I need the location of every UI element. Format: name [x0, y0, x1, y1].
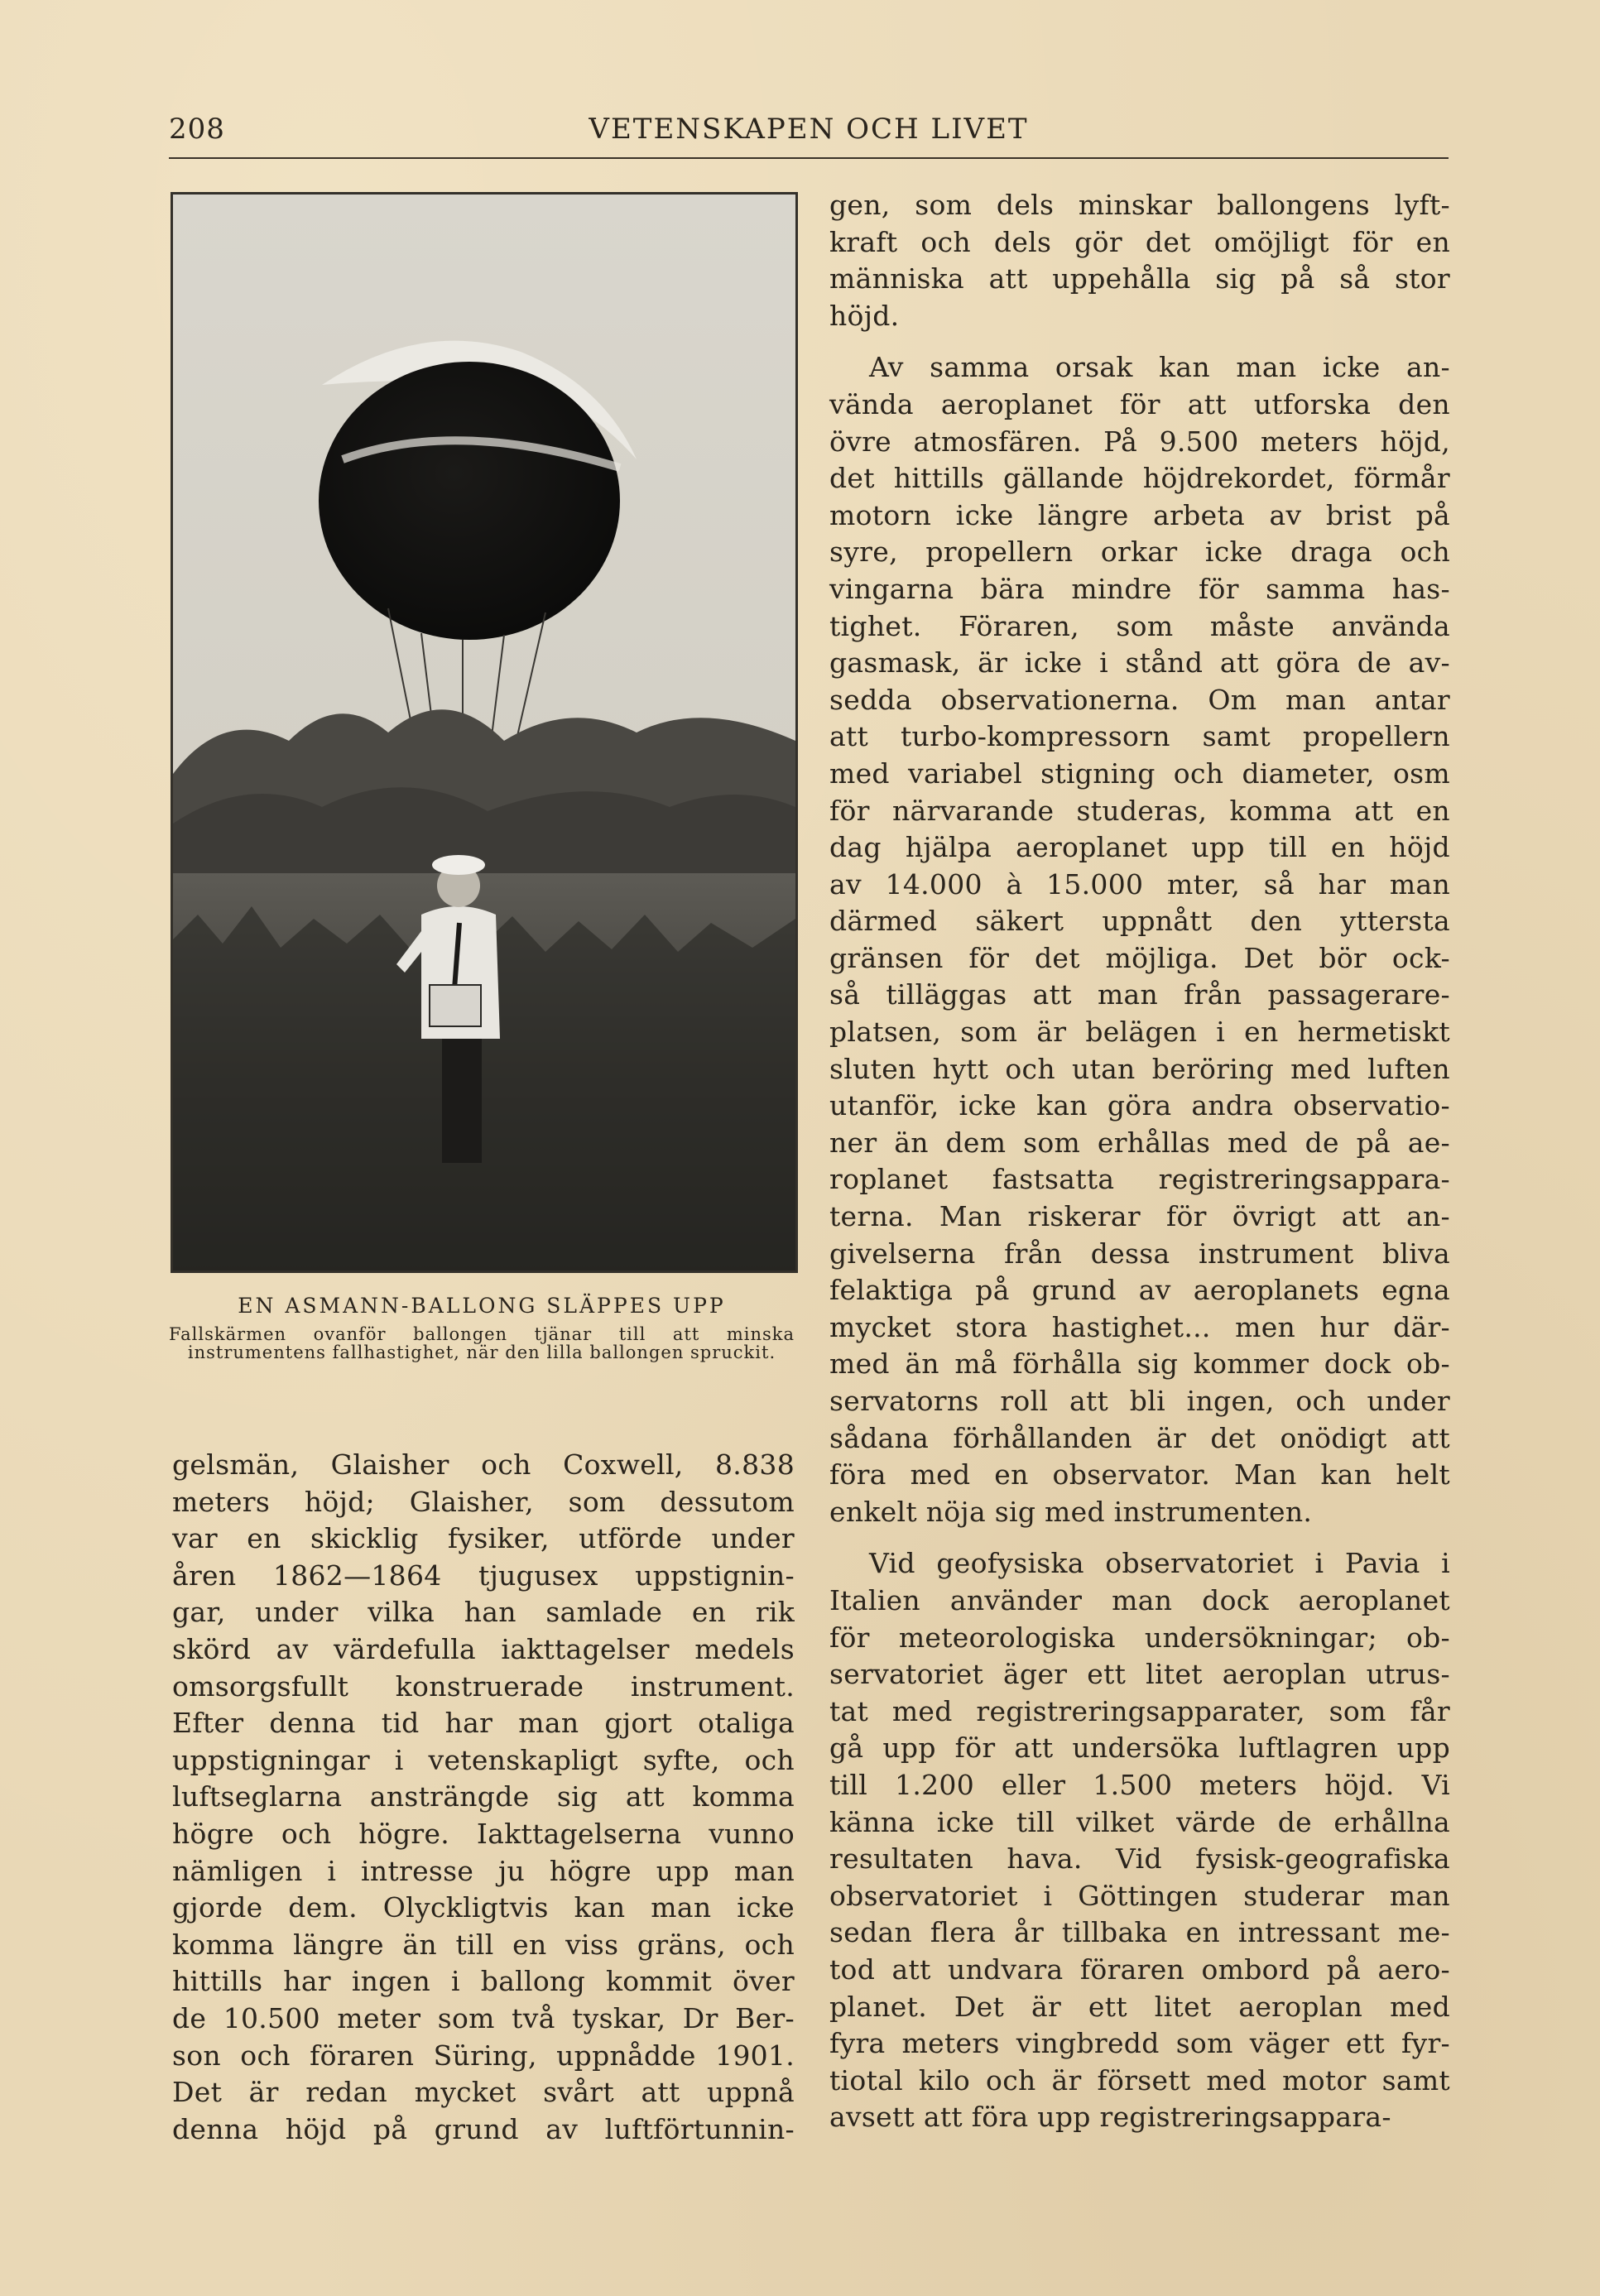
text-line: luftseglarna ansträngde sig att komma — [172, 1780, 795, 1813]
balloon-photograph — [171, 192, 798, 1273]
text-line: åren 1862—1864 tjugusex uppstignin- — [172, 1559, 795, 1592]
text-line: omsorgsfullt konstruerade instrument. — [172, 1669, 795, 1703]
page-header — [169, 109, 1449, 154]
text-line: motorn icke längre arbeta av brist på — [829, 498, 1450, 531]
text-line: dag hjälpa aeroplanet upp till en höjd — [829, 831, 1450, 864]
text-line: enkelt nöja sig med instrumenten. — [829, 1495, 1313, 1528]
text-line: ner än dem som erhållas med de på ae- — [829, 1126, 1450, 1159]
text-line: hittills har ingen i ballong kommit över — [172, 1965, 795, 1998]
text-line: de 10.500 meter som två tyskar, Dr Ber- — [172, 2001, 795, 2034]
text-line: sådana förhållanden är det onödigt att — [829, 1421, 1450, 1454]
text-line: observatoriet i Göttingen studerar man — [829, 1879, 1450, 1912]
text-line: tod att undvara föraren ombord på aero- — [829, 1953, 1450, 1986]
text-line: gå upp för att undersöka luftlagren upp — [829, 1732, 1450, 1765]
text-line: föra med en observator. Man kan helt — [829, 1458, 1450, 1491]
text-line: nämligen i intresse ju högre upp man — [172, 1854, 795, 1887]
text-line: roplanet fastsatta registreringsappara- — [829, 1163, 1450, 1196]
text-line: syre, propellern orkar icke draga och — [829, 536, 1450, 569]
text-line: gelsmän, Glaisher och Coxwell, 8.838 — [172, 1448, 795, 1481]
text-line: högre och högre. Iakttagelserna vunno — [172, 1817, 795, 1850]
text-line: Vid geofysiska observatoriet i Pavia i — [869, 1547, 1450, 1580]
text-line: Efter denna tid har man gjort otaliga — [172, 1707, 795, 1740]
text-line: Det är redan mycket svårt att uppnå — [172, 2076, 795, 2109]
paragraph-1 — [829, 187, 1450, 334]
text-line: Av samma orsak kan man icke an- — [869, 351, 1450, 384]
text-line: resultaten hava. Vid fysisk-geografiska — [829, 1842, 1450, 1876]
text-line: tat med registreringsapparater, som får — [829, 1694, 1450, 1727]
text-line: Italien använder man dock aeroplanet — [829, 1583, 1450, 1616]
text-line: därmed säkert uppnått den yttersta — [829, 905, 1450, 938]
running-title: VETENSKAPEN OCH LIVET — [589, 113, 1029, 146]
text-line: sedda observationerna. Om man antar — [829, 683, 1450, 716]
right-column-text — [829, 187, 1450, 2136]
text-line: känna icke till vilket värde de erhållna — [829, 1805, 1450, 1838]
text-line: vända aeroplanet för att utforska den — [829, 387, 1450, 420]
left-column-text — [172, 1447, 795, 2148]
text-line: servatorns roll att bli ingen, och under — [829, 1385, 1450, 1417]
text-line: terna. Man riskerar för övrigt att an- — [829, 1200, 1450, 1233]
text-line: kraft och dels gör det omöjligt för en — [829, 225, 1450, 258]
text-line: servatoriet äger ett litet aeroplan utrus- — [829, 1658, 1450, 1691]
text-line: uppstigningar i vetenskapligt syfte, och — [172, 1743, 795, 1776]
figure-caption-text: Fallskärmen ovanför ballongen tjänar till att minska instrumentens fallhastighet, när den lilla ballongen spruckit. — [169, 1324, 795, 1362]
text-line: till 1.200 eller 1.500 meters höjd. Vi — [829, 1768, 1450, 1801]
text-line: denna höjd på grund av luftförtunnin- — [172, 2112, 795, 2145]
paragraph-3 — [829, 1545, 1450, 2136]
balloon-photo-illustration — [173, 195, 795, 1270]
text-line: var en skicklig fysiker, utförde under — [172, 1522, 795, 1555]
text-line: gen, som dels minskar ballongens lyft- — [829, 189, 1450, 221]
text-line: gar, under vilka han samlade en rik — [172, 1596, 795, 1629]
text-line: för meteorologiska undersökningar; ob- — [829, 1621, 1450, 1654]
text-line: övre atmosfären. På 9.500 meters höjd, — [829, 425, 1450, 458]
text-line: tighet. Föraren, som måste använda — [829, 609, 1450, 642]
text-line: med variabel stigning och diameter, osm — [829, 757, 1450, 790]
text-line: komma längre än till en viss gräns, och — [172, 1928, 795, 1961]
text-line: felaktiga på grund av aeroplanets egna — [829, 1274, 1450, 1307]
text-line: skörd av värdefulla iakttagelser medels — [172, 1632, 795, 1665]
text-line: sedan flera år tillbaka en intressant me- — [829, 1916, 1450, 1949]
text-line: avsett att föra upp registreringsappara- — [829, 2101, 1391, 2134]
paragraph-2 — [829, 349, 1450, 1530]
text-line: det hittills gällande höjdrekordet, förmår — [829, 462, 1450, 495]
text-line: mycket stora hastighet... men hur där- — [829, 1310, 1450, 1343]
text-line: av 14.000 à 15.000 mter, så har man — [829, 867, 1450, 901]
text-line: för närvarande studeras, komma att en — [829, 794, 1450, 827]
text-line: med än må förhålla sig kommer dock ob- — [829, 1347, 1450, 1381]
text-line: tiotal kilo och är försett med motor samt — [829, 2063, 1450, 2097]
page-number: 208 — [169, 113, 225, 146]
text-line: planet. Det är ett litet aeroplan med — [829, 1990, 1450, 2023]
text-line: son och föraren Süring, uppnådde 1901. — [172, 2039, 795, 2072]
text-line: gjorde dem. Olyckligtvis kan man icke — [172, 1891, 795, 1924]
text-line: utanför, icke kan göra andra observatio- — [829, 1089, 1450, 1122]
text-line: gränsen för det möjliga. Det bör ock- — [829, 941, 1450, 974]
text-line: vingarna bära mindre för samma has- — [829, 572, 1450, 605]
text-line: meters höjd; Glaisher, som dessutom — [172, 1485, 795, 1518]
text-line: människa att uppehålla sig på så stor — [829, 262, 1450, 295]
header-rule — [169, 157, 1449, 159]
text-line: fyra meters vingbredd som väger ett fyr- — [829, 2027, 1450, 2060]
text-line: höjd. — [829, 299, 900, 332]
text-line: att turbo-kompressorn samt propellern — [829, 720, 1450, 753]
text-line: sluten hytt och utan beröring med luften — [829, 1052, 1450, 1085]
text-line: så tilläggas att man från passagerare- — [829, 978, 1450, 1011]
text-line: platsen, som är belägen i en hermetiskt — [829, 1016, 1450, 1049]
figure-caption-title: EN ASMANN-BALLONG SLÄPPES UPP — [238, 1294, 726, 1318]
text-line: gasmask, är icke i stånd att göra de av- — [829, 646, 1450, 680]
text-line: givelserna från dessa instrument bliva — [829, 1237, 1450, 1270]
